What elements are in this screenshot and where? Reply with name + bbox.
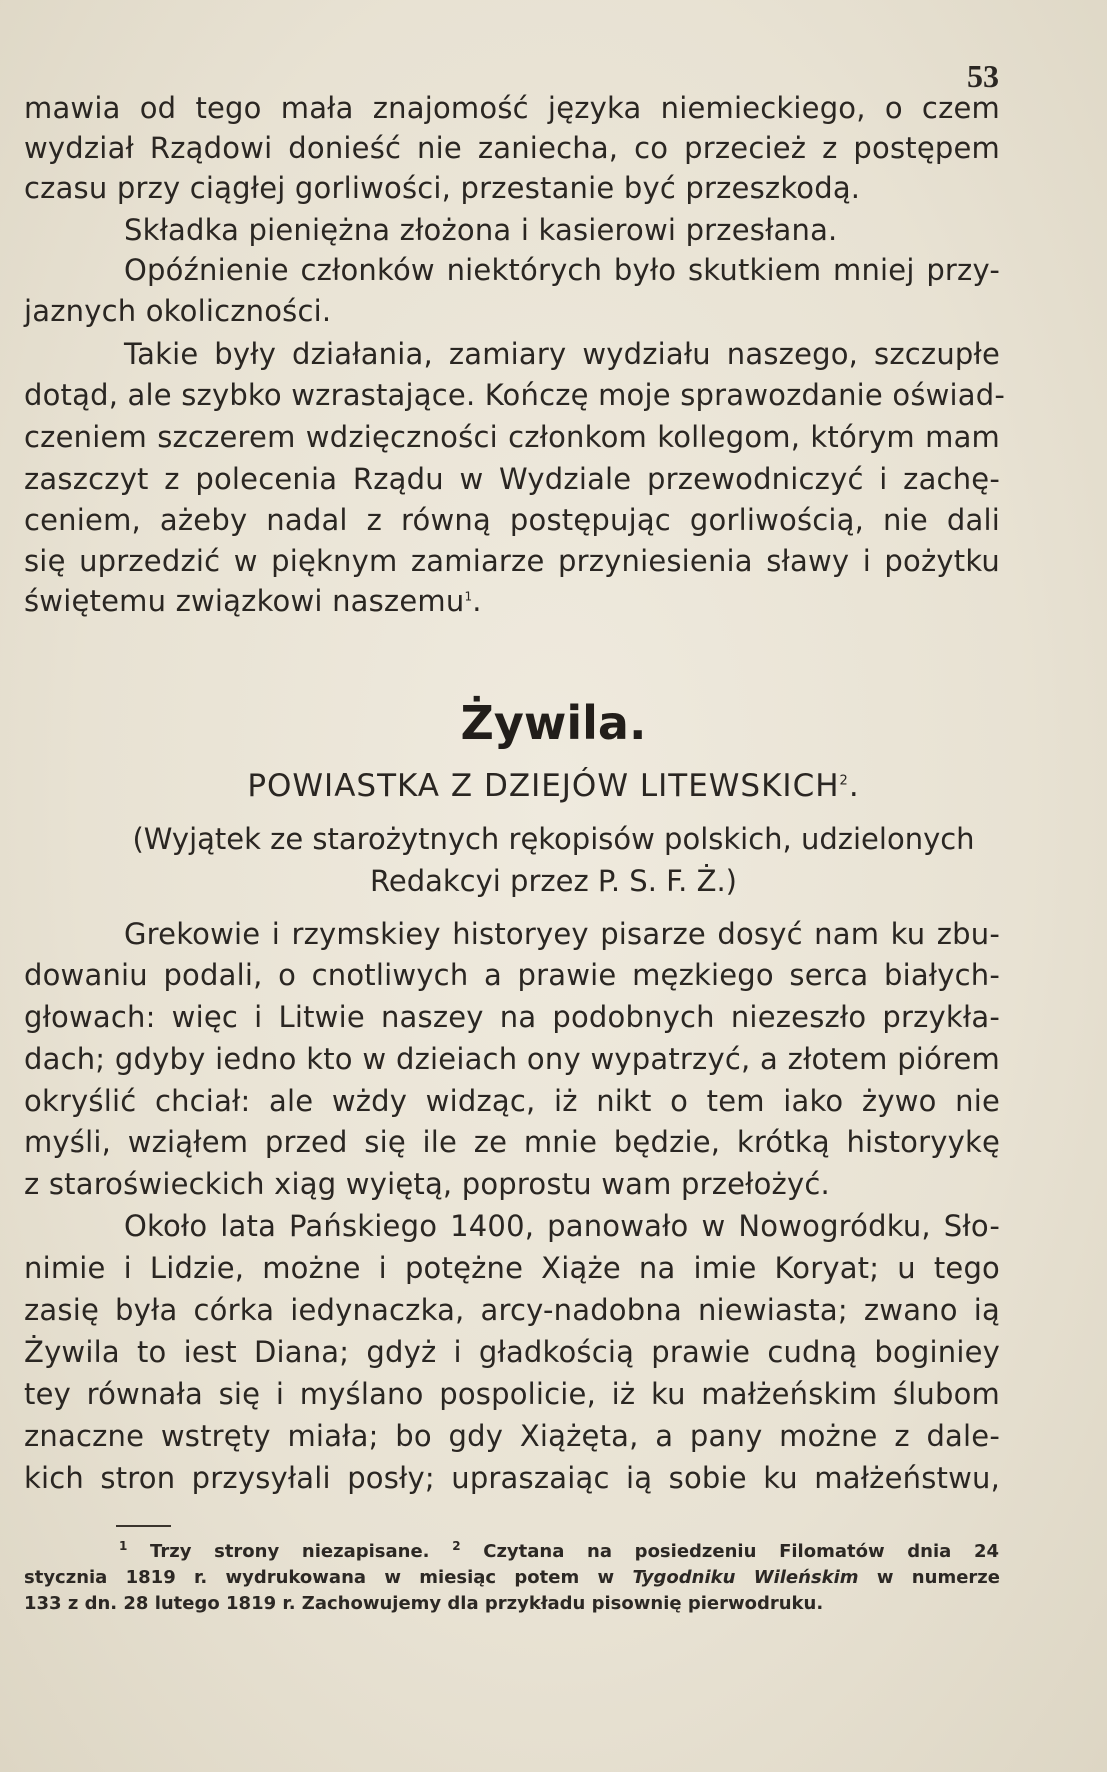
text-span: świętemu związkowi naszemu bbox=[24, 584, 465, 618]
story-subtitle bbox=[0, 768, 1107, 804]
text-line: Składka pieniężna złożona i kasierowi przesłana. bbox=[124, 213, 838, 247]
footnote-line bbox=[119, 1540, 999, 1564]
text-line: jaznych okoliczności. bbox=[24, 294, 332, 328]
journal-title: Tygodniku Wileńskim bbox=[632, 1567, 859, 1588]
footnote-line: 133 z dn. 28 lutego 1819 r. Zachowujemy dla przykładu pisownię pierwodruku. bbox=[24, 1593, 824, 1614]
text-span: . bbox=[472, 584, 482, 618]
text-line: dach; gdyby iedno kto w dzieiach ony wypatrzyć, a złotem piórem bbox=[24, 1042, 1000, 1076]
footnote-divider bbox=[116, 1525, 171, 1527]
text-line: Grekowie i rzymskiey historyey pisarze dosyć nam ku zbu- bbox=[124, 917, 1000, 951]
text-line: się uprzedzić w pięknym zamiarze przyniesienia sławy i pożytku bbox=[24, 544, 1000, 578]
text-line: myśli, wziąłem przed się ile ze mnie będzie, krótką historyykę bbox=[24, 1125, 1000, 1159]
footnote-number: 1 bbox=[119, 1539, 128, 1553]
editorial-note: (Wyjątek ze starożytnych rękopisów polskich, udzielonych bbox=[132, 822, 975, 856]
text-line: Około lata Pańskiego 1400, panowało w Nowogródku, Sło- bbox=[124, 1209, 1000, 1243]
text-line: ceniem, ażeby nadal z równą postępując gorliwością, nie dali bbox=[24, 503, 1000, 537]
text-line: głowach: więc i Litwie naszey na podobnych niezeszło przykła- bbox=[24, 1000, 1000, 1034]
footnote-line bbox=[24, 1566, 1000, 1590]
text-line: zaszczyt z polecenia Rządu w Wydziale przewodniczyć i zachę- bbox=[24, 462, 1000, 496]
footnote-text: stycznia 1819 r. wydrukowana w miesiąc potem w bbox=[24, 1567, 615, 1588]
text-line: zasię była córka iedynaczka, arcy-nadobna niewiasta; zwano ią bbox=[24, 1293, 1000, 1327]
text-line: dotąd, ale szybko wzrastające. Kończę moje sprawozdanie oświad- bbox=[24, 378, 1006, 412]
text-line: nimie i Lidzie, możne i potężne Xiąże na imie Koryat; u tego bbox=[24, 1251, 1000, 1285]
footnote-mark: 1 bbox=[464, 589, 473, 604]
footnote-text: w numerze bbox=[876, 1567, 1000, 1588]
text-line: z staroświeckich xiąg wyiętą, poprostu wam przełożyć. bbox=[24, 1167, 830, 1201]
text-line: Takie były działania, zamiary wydziału naszego, szczupłe bbox=[124, 337, 1000, 371]
footnote-text: Czytana na posiedzeniu Filomatów dnia 24 bbox=[483, 1541, 999, 1562]
footnote-number: 2 bbox=[452, 1539, 461, 1553]
text-line: wydział Rządowi donieść nie zaniecha, co przecież z postępem bbox=[24, 131, 1000, 165]
text-line: znaczne wstręty miała; bo gdy Xiążęta, a pany możne z dale- bbox=[24, 1419, 1000, 1453]
text-line: czasu przy ciągłej gorliwości, przestanie być przeszkodą. bbox=[24, 171, 861, 205]
editorial-note: Redakcyi przez P. S. F. Ż.) bbox=[370, 864, 737, 898]
text-line: tey równała się i myślano pospolicie, iż ku małżeńskim ślubom bbox=[24, 1377, 1000, 1411]
text-line: mawia od tego mała znajomość języka niemieckiego, o czem bbox=[24, 91, 1000, 125]
subtitle-end: . bbox=[848, 768, 860, 804]
story-title: Żywila. bbox=[460, 696, 647, 750]
text-line: dowaniu podali, o cnotliwych a prawie męzkiego serca białych- bbox=[24, 958, 1000, 992]
text-line: Opóźnienie członków niektórych było skutkiem mniej przy- bbox=[124, 253, 1000, 287]
page-number: 53 bbox=[967, 58, 999, 94]
text-line: Żywila to iest Diana; gdyż i gładkością prawie cudną boginiey bbox=[24, 1335, 1000, 1369]
text-line: czeniem szczerem wdzięczności członkom kollegom, którym mam bbox=[24, 420, 1000, 454]
text-line: kich stron przysyłali posły; upraszaiąc ią sobie ku małżeństwu, bbox=[24, 1461, 1000, 1495]
subtitle-text: POWIASTKA Z DZIEJÓW LITEWSKICH bbox=[247, 768, 840, 804]
text-line: okryślić chciał: ale wżdy widząc, iż nikt o tem iako żywo nie bbox=[24, 1084, 1000, 1118]
text-line-with-footnote bbox=[24, 581, 1000, 621]
footnote-mark: 2 bbox=[839, 773, 849, 789]
footnote-text: Trzy strony niezapisane. bbox=[150, 1541, 430, 1562]
